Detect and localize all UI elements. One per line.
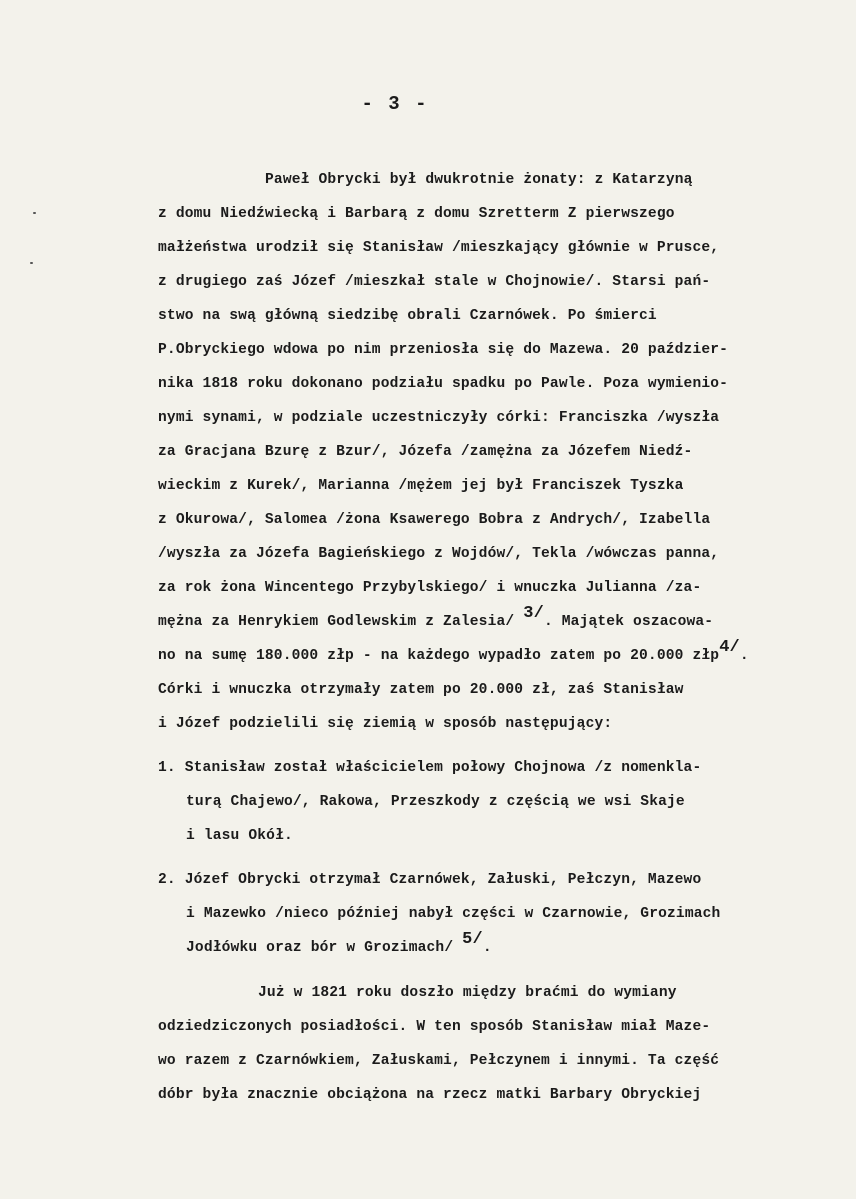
text-line: z Okurowa/, Salomea /żona Ksawerego Bobra z Andrych/, Izabella bbox=[158, 512, 711, 528]
footnote-ref-5: 5/ bbox=[462, 930, 483, 949]
text-line-with-footnote bbox=[158, 604, 714, 632]
text-line: dóbr była znacznie obciążona na rzecz matki Barbary Obryckiej bbox=[158, 1087, 702, 1103]
text-line: i Mazewko /nieco później nabył części w Czarnowie, Grozimach bbox=[186, 906, 721, 922]
text-line: wo razem z Czarnówkiem, Załuskami, Pełczynem i innymi. Ta część bbox=[158, 1053, 720, 1069]
text-line: nymi synami, w podziale uczestniczyły córki: Franciszka /wyszła bbox=[158, 410, 720, 426]
text-line: małżeństwa urodził się Stanisław /mieszkający głównie w Prusce, bbox=[158, 240, 720, 256]
text-line: nika 1818 roku dokonano podziału spadku po Pawle. Poza wymienio- bbox=[158, 376, 729, 392]
text-line: za Gracjana Bzurę z Bzur/, Józefa /zamężna za Józefem Niedź- bbox=[158, 444, 693, 460]
text-line: Córki i wnuczka otrzymały zatem po 20.000 zł, zaś Stanisław bbox=[158, 682, 684, 698]
text-line: Już w 1821 roku doszło między braćmi do wymiany bbox=[258, 985, 677, 1001]
line-text: mężna za Henrykiem Godlewskim z Zalesia/ bbox=[158, 614, 515, 630]
text-line-with-footnote bbox=[186, 930, 492, 958]
line-continuation: . bbox=[482, 940, 492, 956]
page-number: - 3 - bbox=[361, 93, 429, 115]
margin-speck bbox=[30, 262, 33, 264]
text-line: stwo na swą główną siedzibę obrali Czarnówek. Po śmierci bbox=[158, 308, 657, 324]
footnote-ref-4: 4/ bbox=[719, 638, 740, 657]
line-text: Jodłówku oraz bór w Grozimach/ bbox=[186, 940, 454, 956]
margin-speck bbox=[33, 212, 36, 214]
text-line: Paweł Obrycki był dwukrotnie żonaty: z Katarzyną bbox=[265, 172, 693, 188]
line-continuation: . Majątek oszacowa- bbox=[543, 614, 714, 630]
text-line: z domu Niedźwiecką i Barbarą z domu Szretterm Z pierwszego bbox=[158, 206, 675, 222]
text-line: i Józef podzielili się ziemią w sposób następujący: bbox=[158, 716, 613, 732]
text-line-with-footnote bbox=[158, 638, 749, 666]
text-line: turą Chajewo/, Rakowa, Przeszkody z częścią we wsi Skaje bbox=[186, 794, 685, 810]
line-continuation: . bbox=[739, 648, 749, 664]
list-item-2: 2. Józef Obrycki otrzymał Czarnówek, Załuski, Pełczyn, Mazewo bbox=[158, 872, 702, 888]
text-line: wieckim z Kurek/, Marianna /mężem jej był Franciszek Tyszka bbox=[158, 478, 684, 494]
text-line: z drugiego zaś Józef /mieszkał stale w Chojnowie/. Starsi pań- bbox=[158, 274, 711, 290]
text-line: za rok żona Wincentego Przybylskiego/ i wnuczka Julianna /za- bbox=[158, 580, 702, 596]
footnote-ref-3: 3/ bbox=[523, 604, 544, 623]
text-line: odziedziczonych posiadłości. W ten sposób Stanisław miał Maze- bbox=[158, 1019, 711, 1035]
text-line: P.Obryckiego wdowa po nim przeniosła się do Mazewa. 20 paździer- bbox=[158, 342, 729, 358]
text-line: i lasu Okół. bbox=[186, 828, 293, 844]
text-line: /wyszła za Józefa Bagieńskiego z Wojdów/, Tekla /wówczas panna, bbox=[158, 546, 720, 562]
list-item-1: 1. Stanisław został właścicielem połowy Chojnowa /z nomenkla- bbox=[158, 760, 702, 776]
line-text: no na sumę 180.000 złp - na każdego wypadło zatem po 20.000 złp bbox=[158, 648, 720, 664]
